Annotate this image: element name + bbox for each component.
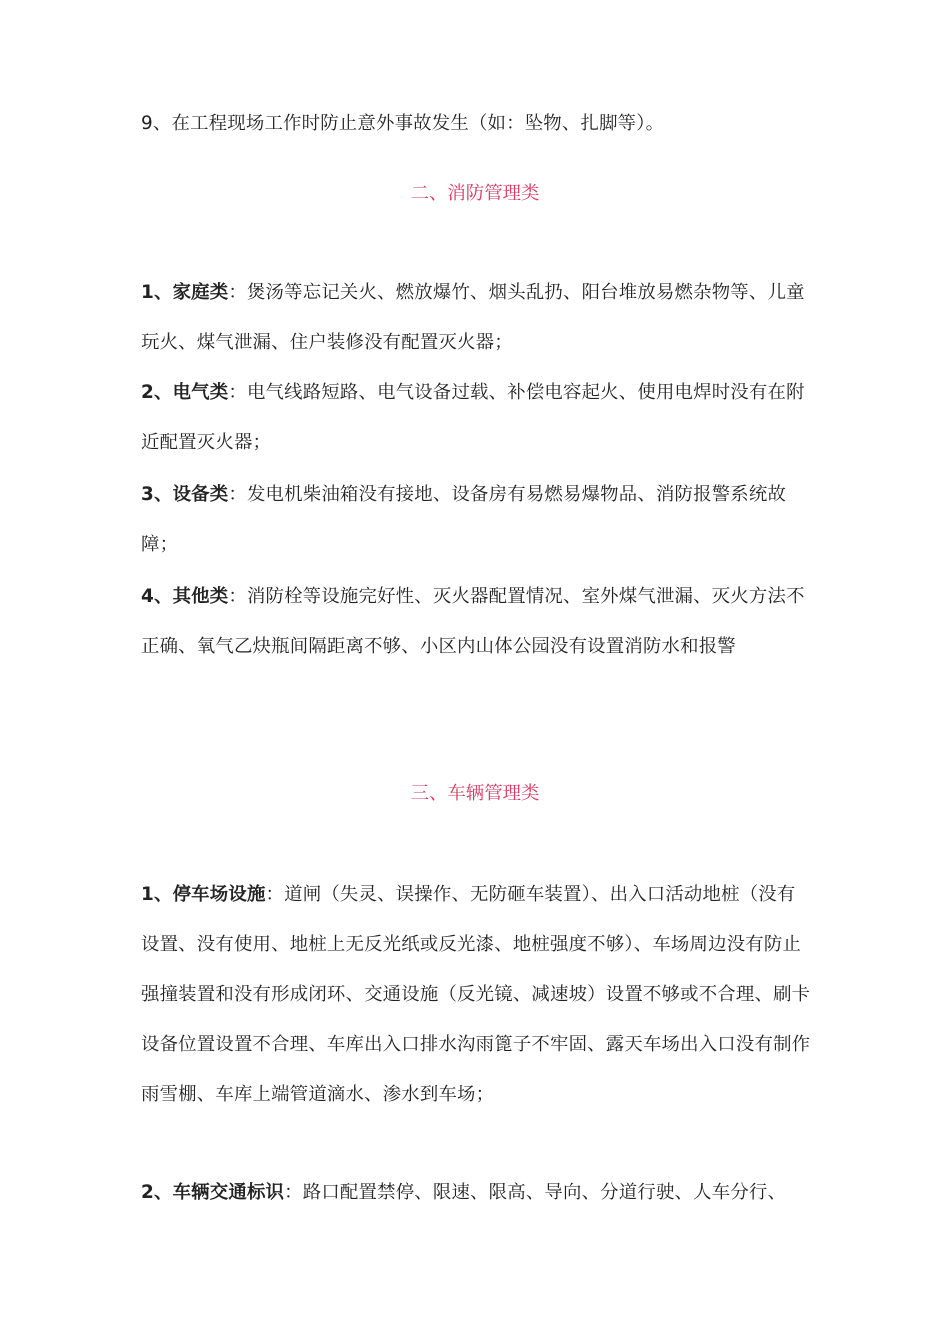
item-separator: ： [228, 586, 247, 607]
item-text: 道闸（失灵、误操作、无防砸车装置）、出入口活动地桩（没有设置、没有使用、地桩上无反光纸或反光漆、地桩强度不够）、车场周边没有防止强撞装置和没有形成闭环、交通设施（反光镜、减速坡）设置不够或不合理、刷卡设备位置设置不合理、车库出入口排水沟雨篦子不牢固、露天车场出入口没有制作雨雪棚、车库上端管道滴水、渗水到车场； [141, 884, 811, 1105]
item-label: 2、车辆交通标识 [141, 1182, 285, 1203]
item-label: 3、设备类 [141, 484, 229, 505]
item-separator: ： [228, 484, 247, 505]
item-text: 路口配置禁停、限速、限高、导向、分道行驶、人车分行、 [302, 1182, 787, 1203]
vehicle-item-traffic-signs [141, 1168, 813, 1218]
item-label: 1、家庭类 [141, 282, 229, 303]
item-separator: ： [265, 884, 285, 905]
item-separator: ： [228, 282, 247, 303]
section-heading-vehicle: 三、车辆管理类 [410, 783, 540, 804]
item-text: 电气线路短路、电气设备过载、补偿电容起火、使用电焊时没有在附近配置灭火器； [141, 382, 805, 453]
item-text: 煲汤等忘记关火、燃放爆竹、烟头乱扔、阳台堆放易燃杂物等、儿童玩火、煤气泄漏、住户装修没有配置灭火器； [141, 282, 805, 353]
fire-item-household [141, 268, 813, 368]
fire-item-electrical [141, 368, 813, 468]
item-text: 消防栓等设施完好性、灭火器配置情况、室外煤气泄漏、灭火方法不正确、氧气乙炔瓶间隔距离不够、小区内山体公园没有设置消防水和报警 [141, 586, 805, 657]
vehicle-item-parking [141, 870, 813, 1120]
item-label: 4、其他类 [141, 586, 229, 607]
intro-text: 9、在工程现场工作时防止意外事故发生（如：坠物、扎脚等）。 [141, 113, 665, 134]
item-separator: ： [228, 382, 247, 403]
fire-item-equipment [141, 470, 813, 570]
item-label: 1、停车场设施 [141, 884, 266, 905]
fire-item-other [141, 572, 813, 672]
section-heading-fire: 二、消防管理类 [410, 183, 540, 204]
item-label: 2、电气类 [141, 382, 229, 403]
intro-paragraph [141, 99, 813, 149]
item-text: 发电机柴油箱没有接地、设备房有易燃易爆物品、消防报警系统故障； [141, 484, 787, 555]
item-separator: ： [284, 1182, 303, 1203]
